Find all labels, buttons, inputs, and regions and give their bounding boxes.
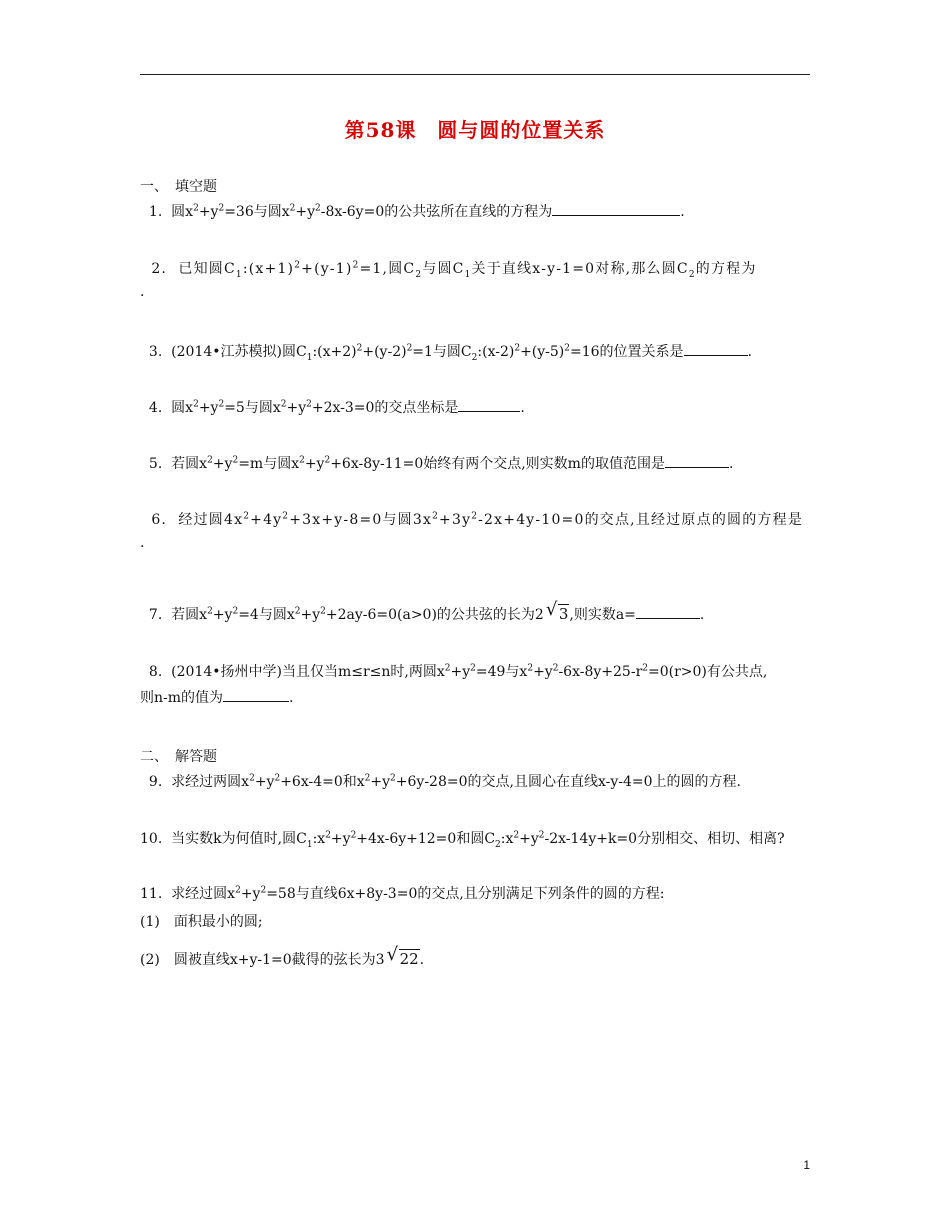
question-4: 4. 圆$x^2+y^2=5$与圆$x^2+y^2+2x-3=0$的交点坐标是 . (140, 395, 820, 421)
question-6: 6. 经过圆$4x^2+4y^2+3x+y-8=0$与圆$3x^2+3y^2-2x+4y-10=0$的交点,且经过原点的圆的方程是 (151, 511, 804, 528)
header-rule (140, 74, 810, 75)
page-number: 1 (803, 1158, 810, 1172)
answer-blank (636, 604, 700, 619)
question-6-end: . (140, 535, 145, 551)
sqrt-symbol: √ 22 (386, 944, 419, 968)
question-8: 8. (2014•扬州中学)当且仅当m≤r≤n时,两圆$x^2+y^2=49$与$x^2+y^2-6x-8y+25-r^2=0(r>0)$有公共点, 则n-m的值为 . (140, 663, 768, 706)
section-answer: 二、 解答题 (140, 749, 217, 765)
question-5: 5. 若圆$x^2+y^2=m$与圆$x^2+y^2+6x-8y-11=0$始终有两个交点,则实数m的取值范围是 . (140, 451, 820, 477)
answer-blank (552, 201, 680, 216)
question-3: 3. (2014•江苏模拟)圆$C_1:(x+2)^2+(y-2)^2=1$与圆$C_2:(x-2)^2+(y-5)^2=16$的位置关系是 . (140, 339, 820, 365)
question-11-part-2: (2) 圆被直线x+y-1=0截得的弦长为3 √ 22. (140, 946, 820, 973)
question-2-end: . (140, 284, 145, 300)
answer-blank (665, 453, 729, 468)
answer-blank (223, 687, 289, 702)
sqrt-symbol: √ 3 (545, 599, 569, 623)
question-10: 10. 当实数k为何值时,圆$C_1:x^2+y^2+4x-6y+12=0$和圆$C_2:x^2+y^2-2x-14y+k=0$分别相交、相切、相离? (140, 830, 785, 850)
section-fill-in: 一、 填空题 (140, 179, 217, 195)
question-2: 2. 已知圆$C_1:(x+1)^2+(y-1)^2=1$,圆$C_2$与圆$C_1$关于直线x-y-1=0对称,那么圆$C_2$的方程为 (151, 260, 757, 280)
page-title: 第58课 圆与圆的位置关系 (344, 118, 606, 142)
question-9: 9. 求经过两圆$x^2+y^2+6x-4=0$和$x^2+y^2+6y-28=0$的交点,且圆心在直线x-y-4=0上的圆的方程. (148, 773, 741, 790)
answer-blank (684, 341, 748, 356)
question-7: 7. 若圆$x^2+y^2=4$与圆$x^2+y^2+2ay-6=0(a>0)$的公共弦的长为2 √ 3,则实数a= . (140, 601, 820, 628)
question-1: 1. 圆$x^2+y^2=36$与圆$x^2+y^2-8x-6y=0$的公共弦所在直线的方程为 . (140, 199, 820, 225)
answer-blank (458, 397, 520, 412)
question-11: 11. 求经过圆$x^2+y^2=58$与直线6x+8y-3=0的交点,且分别满足下列条件的圆的方程: (140, 885, 665, 902)
question-11-part-1: (1) 面积最小的圆; (140, 914, 263, 930)
